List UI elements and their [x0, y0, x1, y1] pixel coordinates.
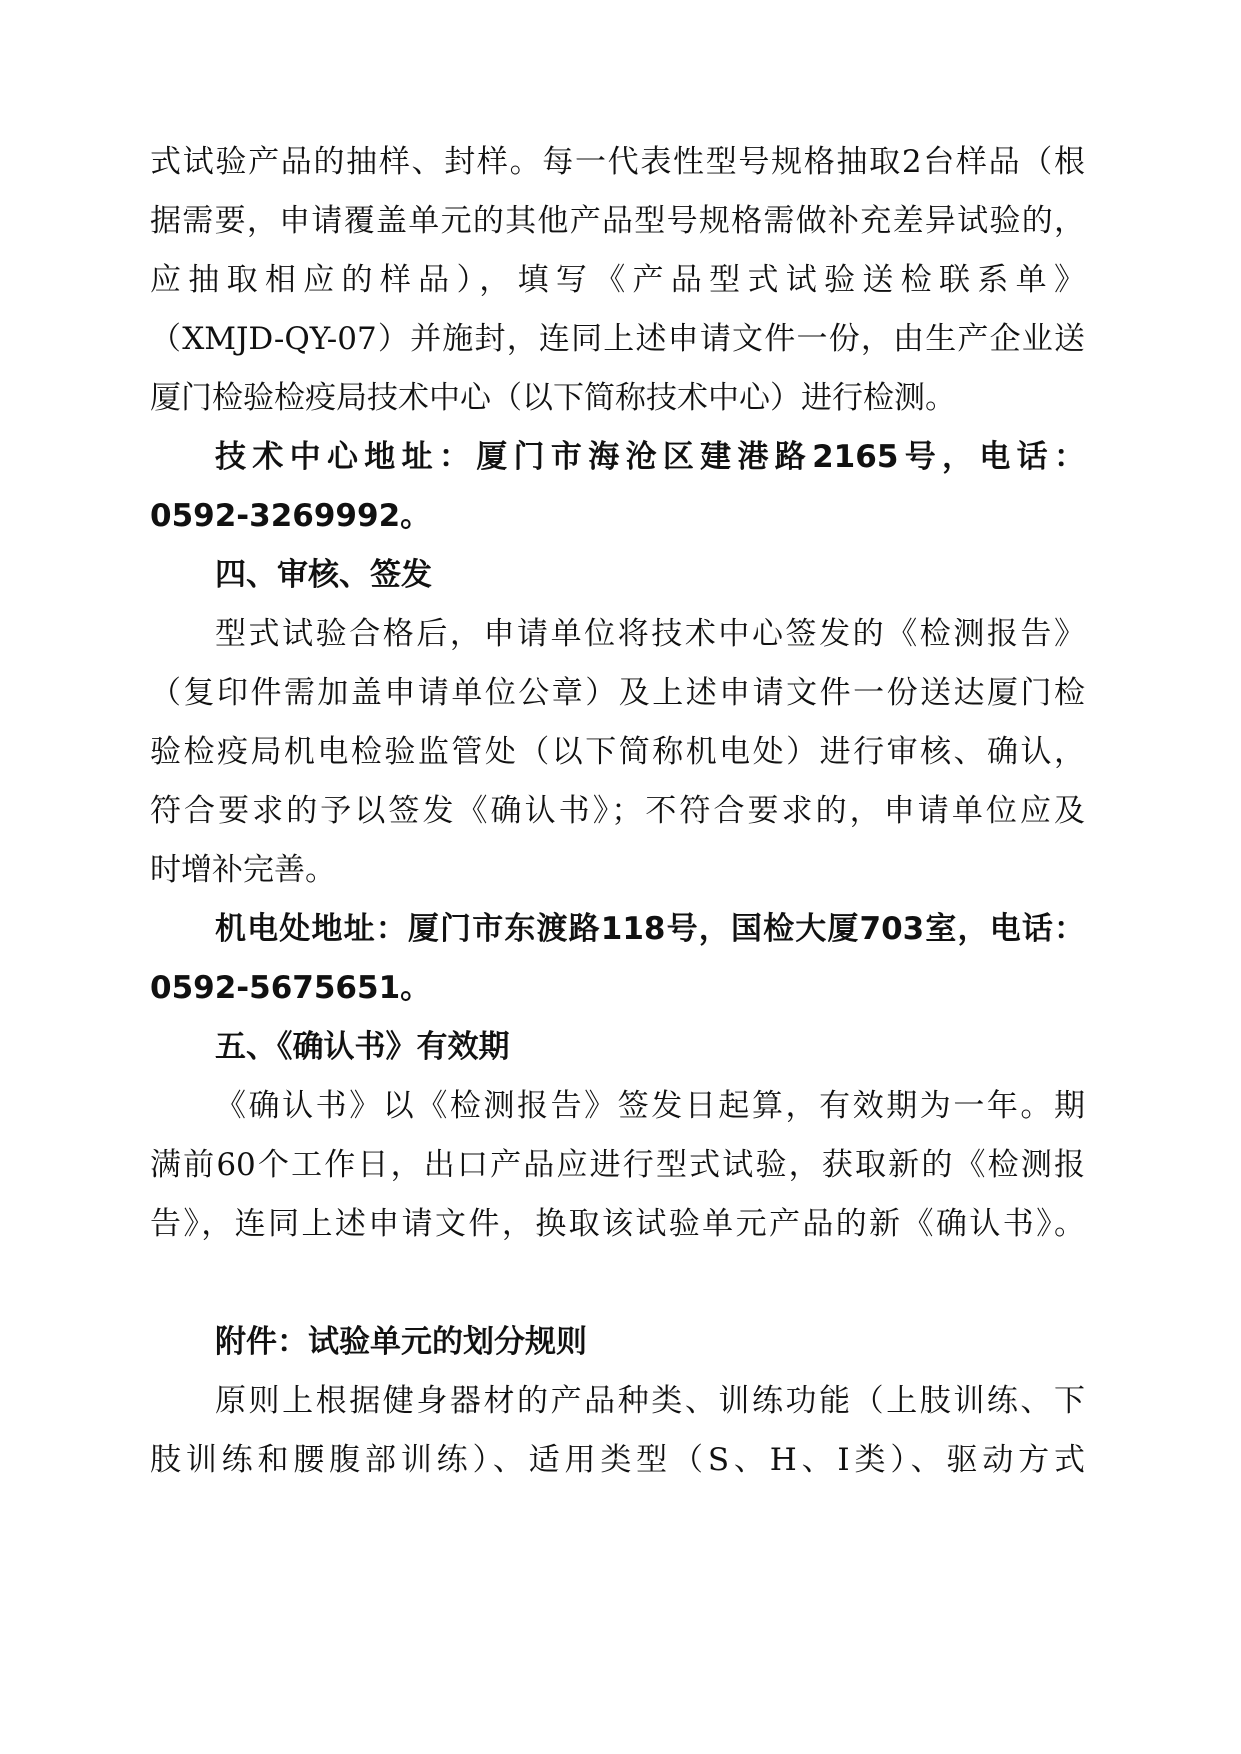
paragraph-line: 符合要求的予以签发《确认书》；不符合要求的，申请单位应及 — [150, 793, 1085, 829]
tech-center-address: 技术中心地址：厦门市海沧区建港路2165号，电话： — [215, 439, 1085, 475]
paragraph-line: 原则上根据健身器材的产品种类、训练功能（上肢训练、下 — [215, 1383, 1085, 1419]
paragraph-line: 据需要，申请覆盖单元的其他产品型号规格需做补充差异试验的， — [150, 203, 1085, 239]
paragraph-line: 厦门检验检疫局技术中心（以下简称技术中心）进行检测。 — [150, 380, 956, 416]
paragraph-line: 满前60个工作日，出口产品应进行型式试验，获取新的《检测报 — [150, 1147, 1085, 1183]
paragraph-line: 时增补完善。 — [150, 852, 336, 888]
attachment-heading: 附件：试验单元的划分规则 — [215, 1324, 587, 1360]
paragraph-line: （复印件需加盖申请单位公章）及上述申请文件一份送达厦门检 — [150, 675, 1085, 711]
paragraph-line: 式试验产品的抽样、封样。每一代表性型号规格抽取2台样品（根 — [150, 144, 1085, 180]
section-heading-validity: 五、《确认书》有效期 — [215, 1029, 510, 1065]
tech-center-phone: 0592-3269992。 — [150, 498, 432, 534]
paragraph-line: （XMJD-QY-07）并施封，连同上述申请文件一份，由生产企业送 — [150, 321, 1085, 357]
paragraph-line: 告》，连同上述申请文件，换取该试验单元产品的新《确认书》。 — [150, 1206, 1085, 1242]
paragraph-line: 肢训练和腰腹部训练）、适用类型（S、H、I类）、驱动方式 — [150, 1442, 1085, 1478]
paragraph-line: 验检疫局机电检验监管处（以下简称机电处）进行审核、确认， — [150, 734, 1085, 770]
mech-office-address: 机电处地址：厦门市东渡路118号，国检大厦703室，电话： — [215, 911, 1085, 947]
section-heading-review: 四、审核、签发 — [215, 557, 432, 593]
paragraph-line: 《确认书》以《检测报告》签发日起算，有效期为一年。期 — [215, 1088, 1085, 1124]
mech-office-phone: 0592-5675651。 — [150, 970, 432, 1006]
paragraph-line: 应抽取相应的样品），填写《产品型式试验送检联系单》 — [150, 262, 1085, 298]
paragraph-line: 型式试验合格后，申请单位将技术中心签发的《检测报告》 — [215, 616, 1085, 652]
